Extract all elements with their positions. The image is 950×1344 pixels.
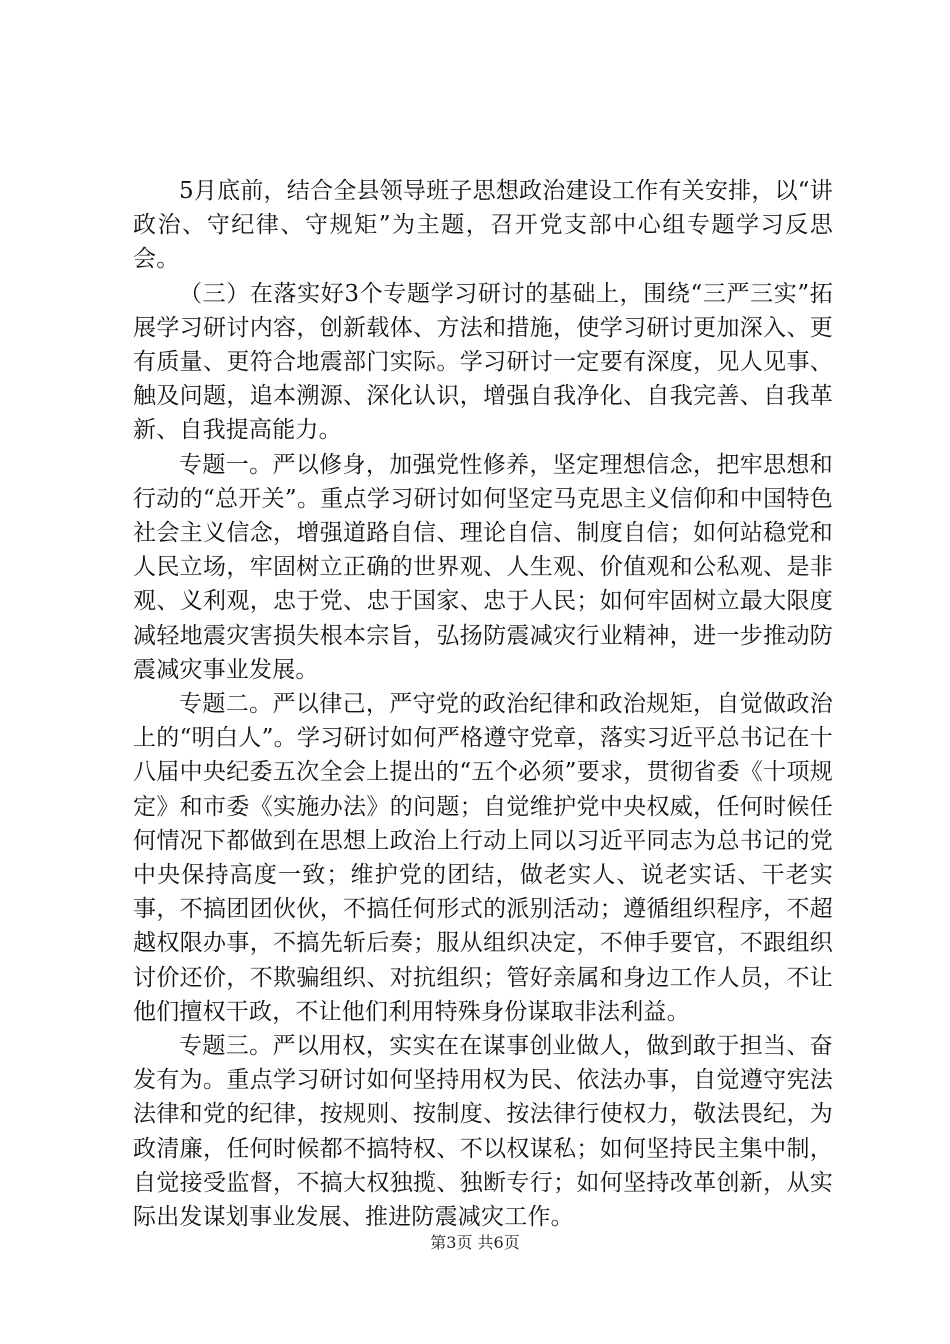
paragraph-meeting-schedule: 5月底前，结合全县领导班子思想政治建设工作有关安排，以“讲政治、守纪律、守规矩”为主题，召开党支部中心组专题学习反思会。 — [133, 178, 833, 273]
document-body — [133, 174, 833, 1234]
paragraph-topic-three: 专题三。严以用权，实实在在谋事创业做人，做到敢于担当、奋发有为。重点学习研讨如何坚持用权为民、依法办事，自觉遵守宪法法律和党的纪律，按规则、按制度、按法律行使权力，敬法畏纪，为政清廉，任何时候都不搞特权、不以权谋私；如何坚持民主集中制，自觉接受监督，不搞大权独揽、独断专行；如何坚持改革创新，从实际出发谋划事业发展、推进防震减灾工作。 — [133, 1033, 833, 1231]
paragraph-section-three: （三）在落实好3个专题学习研讨的基础上，围绕“三严三实”拓展学习研讨内容，创新载体、方法和措施，使学习研讨更加深入、更有质量、更符合地震部门实际。学习研讨一定要有深度，见人见事、触及问题，追本溯源、深化认识，增强自我净化、自我完善、自我革新、自我提高能力。 — [133, 280, 833, 444]
paragraph-topic-two: 专题二。严以律己，严守党的政治纪律和政治规矩，自觉做政治上的“明白人”。学习研讨如何严格遵守党章，落实习近平总书记在十八届中央纪委五次全会上提出的“五个必须”要求，贯彻省委《十项规定》和市委《实施办法》的问题；自觉维护党中央权威，任何时候任何情况下都做到在思想上政治上行动上同以习近平同志为总书记的党中央保持高度一致；维护党的团结，做老实人、说老实话、干老实事，不搞团团伙伙，不搞任何形式的派别活动；遵循组织程序，不超越权限办事，不搞先斩后奏；服从组织决定，不伸手要官，不跟组织讨价还价，不欺骗组织、对抗组织；管好亲属和身边工作人员，不让他们擅权干政，不让他们利用特殊身份谋取非法利益。 — [133, 691, 833, 1025]
paragraph-topic-one: 专题一。严以修身，加强党性修养，坚定理想信念，把牢思想和行动的“总开关”。重点学习研讨如何坚定马克思主义信仰和中国特色社会主义信念，增强道路自信、理论自信、制度自信；如何站稳党和人民立场，牢固树立正确的世界观、人生观、价值观和公私观、是非观、义利观，忠于党、忠于国家、忠于人民；如何牢固树立最大限度减轻地震灾害损失根本宗旨，弘扬防震减灾行业精神，进一步推动防震减灾事业发展。 — [133, 451, 833, 683]
page-number-footer: 第3页 共6页 — [430, 1233, 520, 1252]
